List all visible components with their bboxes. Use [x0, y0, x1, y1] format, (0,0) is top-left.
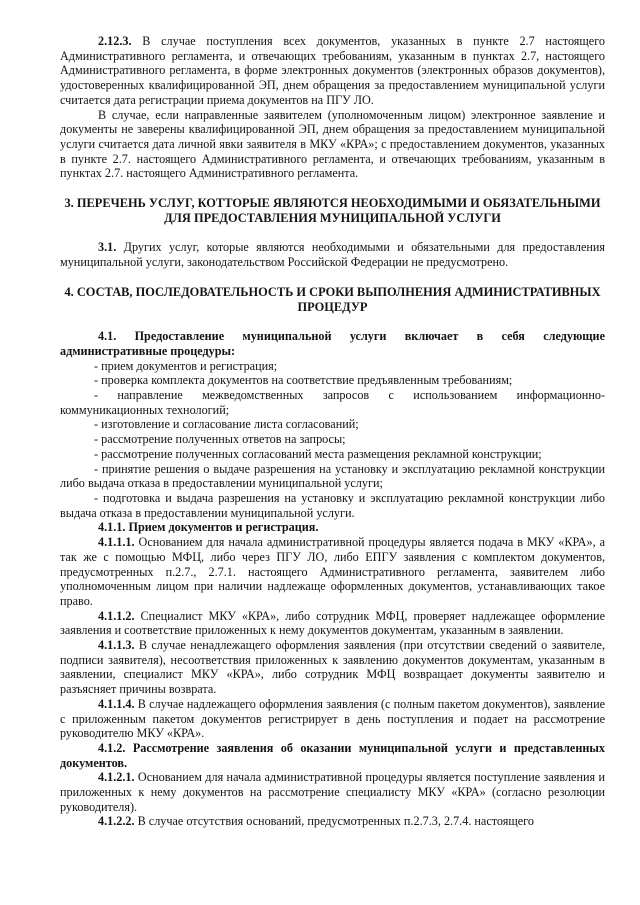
section-heading-4: 4. СОСТАВ, ПОСЛЕДОВАТЕЛЬНОСТЬ И СРОКИ ВЫПОЛНЕНИЯ АДМИНИСТРАТИВНЫХ ПРОЦЕДУР — [64, 284, 601, 314]
paragraph-4-1-1: 4.1.1. Прием документов и регистрация. — [98, 520, 319, 535]
document-page — [60, 34, 605, 829]
list-item: - проверка комплекта документов на соответствие предъявленным требованиям; — [94, 373, 513, 388]
paragraph-4-1-1-2: 4.1.1.2. Специалист МКУ «КРА», либо сотрудник МФЦ, проверяет надлежащее оформление заявления и соответствие приложенных к нему документов документам, указанным в заявлении. — [60, 608, 605, 638]
paragraph-4-1-1-4: 4.1.1.4. В случае надлежащего оформления заявления (с полным пакетом документов), заявление с приложенным пакетом документов регистрирует в день поступления и подает на рассмотрение руководителю МКУ «КРА». — [60, 696, 605, 741]
paragraph-2-12-3-continued: В случае, если направленные заявителем (уполномоченным лицом) электронное заявление и документы не заверены квалифицированной ЭП, днем обращения за предоставлением муниципальной услуги считается дата личной явки заявителя в МКУ «КРА»; с предоставлением документов, указанных в пункте 2.7. настоящего Административного регламента, и отвечающих требованиям, указанным в пунктах 2.7. настоящего Административного регламента. — [60, 107, 605, 181]
paragraph-3-1: 3.1. Других услуг, которые являются необходимыми и обязательными для предоставления муниципальной услуги, законодательством Российской Федерации не предусмотрено. — [60, 240, 605, 270]
paragraph-4-1-1-1: 4.1.1.1. Основанием для начала административной процедуры является подача в МКУ «КРА», а так же с помощью МФЦ, либо через ПГУ ЛО, либо ЕПГУ заявления с комплектом документов, предусмотренных п.2.7., 2.7.1. настоящего Административного регламента, заявителем либо уполномоченным лицом при наличии надлежаще оформленных документов, устанавливающих такое право. — [60, 535, 605, 608]
paragraph-4-1: 4.1. Предоставление муниципальной услуги включает в себя следующие административные процедуры: — [60, 329, 605, 358]
section-heading-3: 3. ПЕРЕЧЕНЬ УСЛУГ, КОТТОРЫЕ ЯВЛЯЮТСЯ НЕОБХОДИМЫМИ И ОБЯЗАТЕЛЬНЫМИ ДЛЯ ПРЕДОСТАВЛЕНИЯ МУНИЦИПАЛЬНОЙ УСЛУГИ — [64, 196, 601, 225]
paragraph-2-12-3: 2.12.3. В случае поступления всех документов, указанных в пункте 2.7 настоящего Административного регламента, и отвечающих требованиям, указанным в пунктах 2.7, настоящего Административного регламента, в форме электронных документов (электронных образов документов), удостоверенных квалифицированной ЭП, днем обращения за предоставлением муниципальной услуги считается дата регистрации приема документов на ПГУ ЛО. — [60, 34, 605, 107]
list-item: - подготовка и выдача разрешения на установку и эксплуатацию рекламной конструкции либо выдача отказа в предоставлении муниципальной услуги. — [60, 490, 605, 520]
list-item: - изготовление и согласование листа согласований; — [94, 417, 359, 432]
paragraph-4-1-2-2: 4.1.2.2. В случае отсутствия оснований, предусмотренных п.2.7.3, 2.7.4. настоящего — [98, 814, 534, 829]
list-item: - принятие решения о выдаче разрешения на установку и эксплуатацию рекламной конструкции либо выдача отказа в предоставлении муниципальной услуги; — [60, 461, 605, 491]
list-item: - рассмотрение полученных ответов на запросы; — [94, 432, 346, 447]
list-item: - направление межведомственных запросов с использованием информационно-коммуникационных технологий; — [60, 388, 605, 417]
paragraph-4-1-2: 4.1.2. Рассмотрение заявления об оказании муниципальной услуги и представленных документов. — [60, 740, 605, 770]
paragraph-4-1-2-1: 4.1.2.1. Основанием для начала административной процедуры является поступление заявления и приложенных к нему документов на рассмотрение специалисту МКУ «КРА» (согласно резолюции руководителя). — [60, 770, 605, 814]
paragraph-4-1-1-3: 4.1.1.3. В случае ненадлежащего оформления заявления (при отсутствии сведений о заявителе, подписи заявителя), несоответствия приложенных к заявлению документов документам, указанным в заявлении, специалист МКУ «КРА», либо сотрудник МФЦ возвращает документы заявителю и разъясняет причины возврата. — [60, 638, 605, 697]
list-item: - рассмотрение полученных согласований места размещения рекламной конструкции; — [94, 446, 542, 461]
list-item: - прием документов и регистрация; — [94, 358, 278, 373]
